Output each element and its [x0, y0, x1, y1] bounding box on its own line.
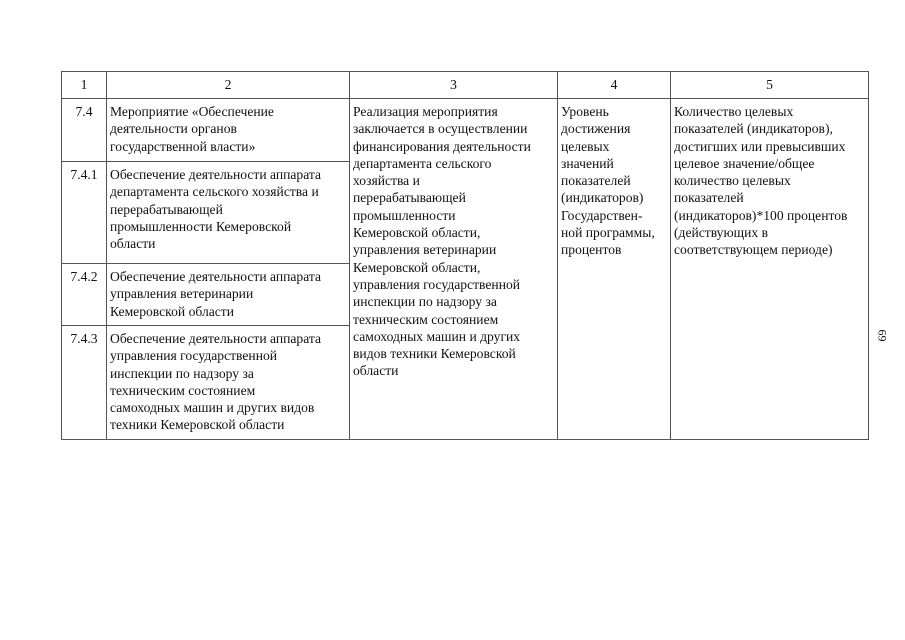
row-name: Обеспечение деятельности аппарата управления государственной инспекции по надзору за техническим состоянием самоходных машин и других видов техники Кемеровской области: [107, 326, 350, 440]
header-col-3: 3: [350, 72, 558, 99]
indicator-cell: Уровень достижения целевых значений показателей (индикаторов) Государствен- ной программы, процентов: [558, 99, 671, 440]
table-row: [62, 99, 869, 162]
row-name: Обеспечение деятельности аппарата управления ветеринарии Кемеровской области: [107, 264, 350, 326]
formula-cell: Количество целевых показателей (индикаторов), достигших или превысивших целевое значение/общее количество целевых показателей (индикаторов)*100 процентов (действующих в соответствующем периоде): [671, 99, 869, 440]
measures-table: [61, 71, 869, 440]
header-col-1: 1: [62, 72, 107, 99]
row-code: 7.4: [62, 99, 107, 162]
row-name: Обеспечение деятельности аппарата департамента сельского хозяйства и перерабатывающей промышленности Кемеровской области: [107, 162, 350, 264]
description-cell: Реализация мероприятия заключается в осуществлении финансирования деятельности департамента сельского хозяйства и перерабатывающей промышленности Кемеровской области, управления ветеринарии Кемеровской области, управления государственной инспекции по надзору за техническим состоянием самоходных машин и других видов техники Кемеровской области: [350, 99, 558, 440]
header-col-2: 2: [107, 72, 350, 99]
row-code: 7.4.3: [62, 326, 107, 440]
row-name: Мероприятие «Обеспечение деятельности органов государственной власти»: [107, 99, 350, 162]
header-col-4: 4: [558, 72, 671, 99]
header-row: [62, 72, 869, 99]
header-col-5: 5: [671, 72, 869, 99]
row-code: 7.4.2: [62, 264, 107, 326]
page-number: 69: [875, 329, 890, 342]
row-code: 7.4.1: [62, 162, 107, 264]
